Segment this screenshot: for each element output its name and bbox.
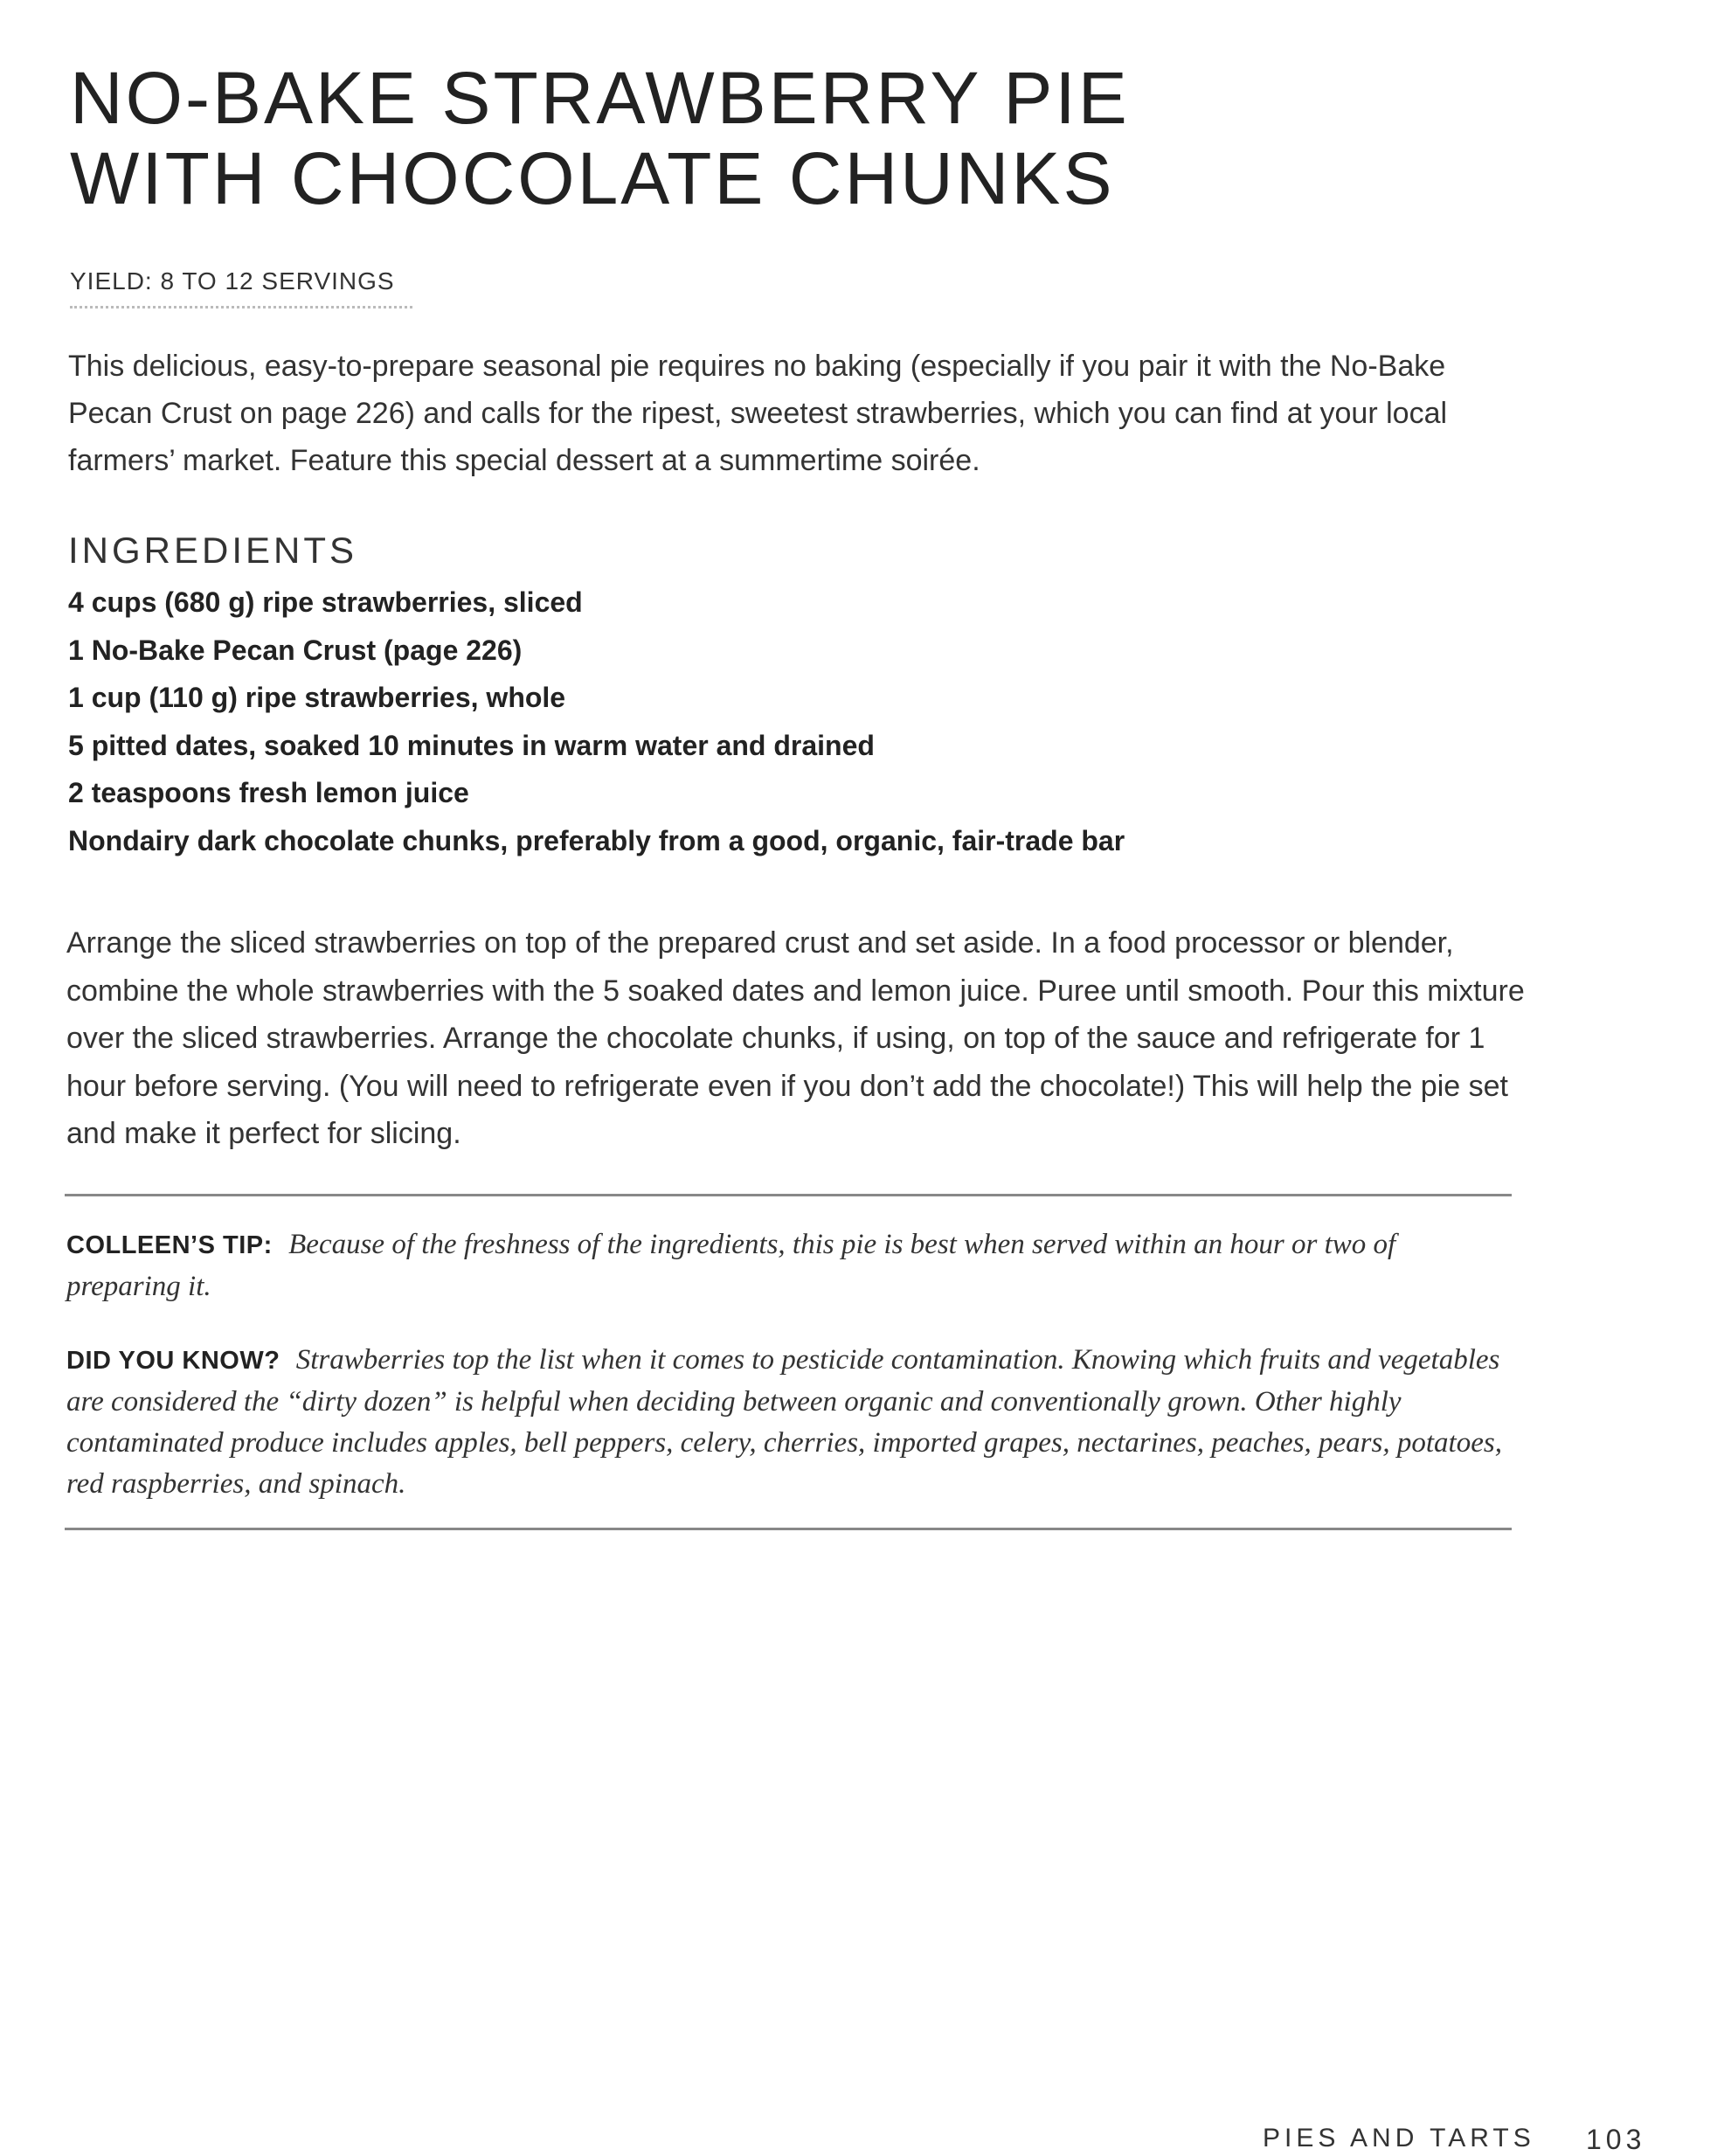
ingredient-item: 4 cups (680 g) ripe strawberries, sliced: [68, 586, 583, 618]
title-line-1: NO-BAKE STRAWBERRY PIE: [70, 57, 1130, 139]
page-number: 103: [1586, 2124, 1646, 2155]
ingredient-item: 1 cup (110 g) ripe strawberries, whole: [68, 682, 566, 713]
ingredients-heading: INGREDIENTS: [68, 530, 358, 571]
divider-top: [65, 1194, 1512, 1196]
ingredient-item: 1 No-Bake Pecan Crust (page 226): [68, 634, 523, 666]
title-line-2: WITH CHOCOLATE CHUNKS: [70, 137, 1115, 219]
footer-section-title: PIES AND TARTS: [1263, 2124, 1535, 2153]
divider-bottom: [65, 1528, 1512, 1530]
tip-text: Because of the freshness of the ingredients, this pie is best when served within an hour or two of preparing it.: [66, 1229, 1396, 1302]
ingredient-item: 2 teaspoons fresh lemon juice: [68, 777, 469, 808]
dyk-text: Strawberries top the list when it comes to pesticide contamination. Knowing which fruits and vegetables are considered the “dirty dozen” is helpful when deciding between organic and conventionally grown. Other highly contaminated produce includes apples, bell peppers, celery, cherries, imported grapes, nectarines, peaches, pears, potatoes, red raspberries, and spinach.: [66, 1344, 1502, 1500]
tip-label: COLLEEN’S TIP:: [66, 1231, 273, 1259]
method-paragraph: Arrange the sliced strawberries on top of the prepared crust and set aside. In a food processor or blender, combine the whole strawberries with the 5 soaked dates and lemon juice. Puree until smooth. Pour this mixture over the sliced strawberries. Arrange the chocolate chunks, if using, on top of the sauce and refrigerate for 1 hour before serving. (You will need to refrigerate even if you don’t add the chocolate!) This will help the pie set and make it perfect for slicing.: [66, 926, 1525, 1150]
recipe-title: [70, 58, 1130, 218]
ingredient-item: Nondairy dark chocolate chunks, preferably from a good, organic, fair-trade bar: [68, 824, 1125, 856]
ingredients-list: [68, 579, 1125, 864]
colleens-tip: [66, 1224, 1517, 1307]
did-you-know: [66, 1339, 1517, 1504]
ingredient-item: 5 pitted dates, soaked 10 minutes in warm water and drained: [68, 729, 875, 761]
yield-label: YIELD: 8 TO 12 SERVINGS: [70, 267, 395, 295]
yield-underline: [70, 306, 412, 308]
dyk-label: DID YOU KNOW?: [66, 1347, 280, 1375]
intro-paragraph: This delicious, easy-to-prepare seasonal pie requires no baking (especially if you pair it with the No-Bake Pecan Crust on page 226) and calls for the ripest, sweetest strawberries, which you can find at your local farmers’ market. Feature this special dessert at a summertime soirée.: [68, 350, 1448, 477]
